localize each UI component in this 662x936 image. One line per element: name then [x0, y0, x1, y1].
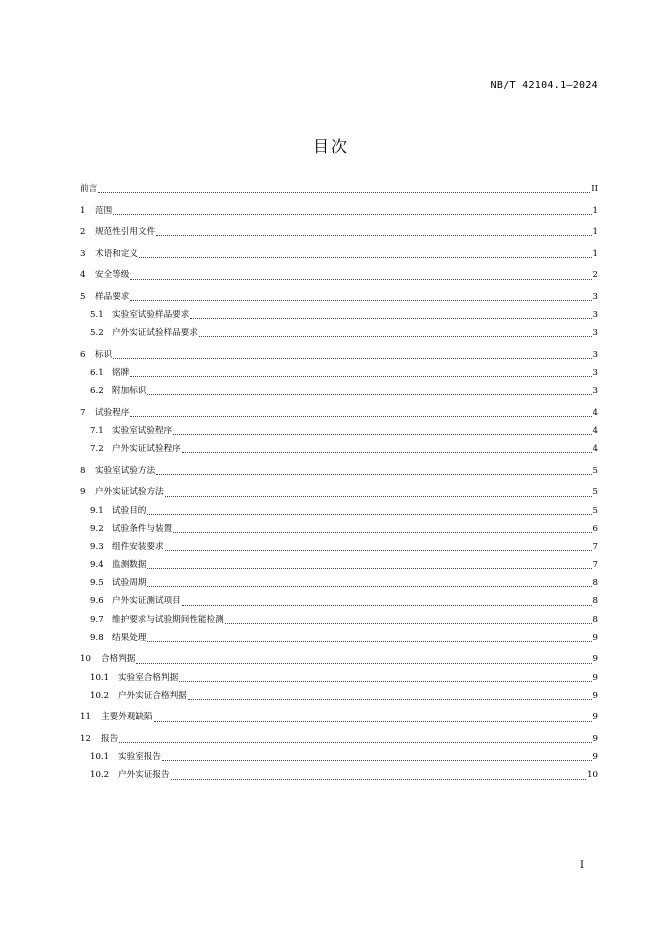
- toc-entry-number: 12: [80, 733, 91, 744]
- toc-entry-page: 8: [592, 578, 598, 589]
- toc-leader-dots: [136, 655, 591, 664]
- toc-leader-dots: [165, 488, 592, 497]
- toc-entry-label: 监测数据: [112, 560, 147, 571]
- toc-entry-page: 5: [592, 505, 598, 516]
- toc-entry-page: 4: [592, 425, 598, 436]
- toc-entry-number: 10.2: [90, 690, 110, 701]
- toc-leader-dots: [130, 408, 591, 417]
- toc-entry-number: 9.3: [90, 541, 104, 552]
- toc-leader-dots: [147, 506, 591, 515]
- toc-entry-number: 6: [80, 349, 86, 360]
- toc-leader-dots: [173, 524, 591, 533]
- toc-entry[interactable]: [80, 324, 598, 342]
- toc-entry-label: 实验室报告: [118, 752, 161, 763]
- page-number: I: [580, 860, 584, 871]
- toc-entry-page: 1: [592, 227, 598, 238]
- toc-entry-page: 1: [592, 248, 598, 259]
- toc-entry-label: 维护要求与试验期间性能检测: [112, 614, 224, 625]
- toc-entry-page: 4: [592, 407, 598, 418]
- toc-entry-page: 2: [592, 270, 598, 281]
- toc-entry-label: 实验室试验方法: [95, 465, 156, 476]
- toc-entry-page: 9: [592, 690, 598, 701]
- toc-entry-label: 附加标识: [112, 386, 147, 397]
- toc-entry-label: 试验目的: [112, 505, 147, 516]
- toc-leader-dots: [188, 691, 592, 700]
- toc-leader-dots: [147, 633, 591, 642]
- toc-entry-number: 11: [80, 712, 91, 723]
- toc-entry-number: 9.1: [90, 505, 104, 516]
- toc-entry-label: 铭牌: [112, 368, 130, 379]
- toc-entry[interactable]: [80, 306, 598, 324]
- toc-entry-page: 3: [592, 310, 598, 321]
- table-of-contents: [80, 180, 598, 785]
- toc-entry-label: 试验条件与装置: [112, 523, 173, 534]
- toc-entry-label: 实验室试验程序: [112, 425, 173, 436]
- toc-entry-page: 10: [587, 770, 598, 781]
- toc-entry[interactable]: [80, 266, 598, 284]
- toc-entry-label: 术语和定义: [95, 248, 138, 259]
- toc-entry-label: 组件安装要求: [112, 541, 164, 552]
- toc-entry-number: 9.4: [90, 560, 104, 571]
- toc-entry[interactable]: [80, 766, 598, 784]
- toc-leader-dots: [113, 350, 591, 359]
- toc-leader-dots: [162, 752, 592, 761]
- toc-entry[interactable]: [80, 748, 598, 766]
- toc-entry-number: 5.2: [90, 328, 104, 339]
- toc-entry-label: 户外实证试验方法: [95, 487, 164, 498]
- toc-entry-page: 3: [592, 368, 598, 379]
- toc-entry-page: 3: [592, 349, 598, 360]
- toc-entry[interactable]: [80, 202, 598, 220]
- toc-entry-page: 9: [592, 752, 598, 763]
- toc-leader-dots: [147, 386, 591, 395]
- toc-entry-number: 10: [80, 654, 91, 665]
- toc-entry-page: 6: [592, 523, 598, 534]
- toc-entry[interactable]: [80, 520, 598, 538]
- standard-code: NB/T 42104.1—2024: [490, 80, 598, 91]
- toc-entry-number: 9.6: [90, 596, 104, 607]
- toc-entry-label: 范围: [95, 205, 113, 216]
- toc-leader-dots: [119, 734, 591, 743]
- toc-entry-page: 1: [592, 205, 598, 216]
- toc-entry[interactable]: [80, 462, 598, 480]
- toc-entry[interactable]: [80, 556, 598, 574]
- toc-entry-label: 前言: [80, 184, 98, 194]
- toc-entry-number: 1: [80, 205, 86, 216]
- toc-entry-number: 5.1: [90, 310, 104, 321]
- toc-leader-dots: [147, 560, 591, 569]
- toc-entry[interactable]: [80, 422, 598, 440]
- toc-entry[interactable]: [80, 502, 598, 520]
- toc-entry-label: 报告: [101, 733, 119, 744]
- toc-entry-number: 9.8: [90, 632, 104, 643]
- toc-leader-dots: [139, 249, 592, 258]
- toc-entry-number: 7: [80, 407, 86, 418]
- toc-entry-number: 10.1: [90, 752, 110, 763]
- toc-entry-page: 4: [592, 444, 598, 455]
- toc-entry[interactable]: [80, 592, 598, 610]
- toc-entry[interactable]: [80, 346, 598, 364]
- toc-leader-dots: [179, 673, 591, 682]
- toc-leader-dots: [199, 328, 592, 337]
- toc-entry-label: 样品要求: [95, 291, 130, 302]
- toc-leader-dots: [225, 615, 592, 624]
- page-title: 目次: [312, 137, 349, 156]
- toc-entry-page: 7: [592, 541, 598, 552]
- toc-entry-number: 9: [80, 487, 86, 498]
- toc-entry-label: 户外实证报告: [118, 770, 170, 781]
- toc-entry-page: 7: [592, 560, 598, 571]
- toc-entry-page: 3: [592, 328, 598, 339]
- toc-entry-page: 9: [592, 712, 598, 723]
- toc-entry-label: 户外实证试验样品要求: [112, 328, 198, 339]
- toc-leader-dots: [154, 713, 592, 722]
- toc-entry[interactable]: [80, 245, 598, 263]
- toc-entry-label: 户外实证合格判据: [118, 690, 187, 701]
- toc-entry[interactable]: [80, 538, 598, 556]
- toc-entry[interactable]: [80, 483, 598, 501]
- toc-entry[interactable]: [80, 650, 598, 668]
- toc-entry[interactable]: [80, 288, 598, 306]
- toc-entry-label: 结果处理: [112, 632, 147, 643]
- toc-entry[interactable]: [80, 730, 598, 748]
- toc-entry-label: 实验室试验样品要求: [112, 310, 190, 321]
- toc-leader-dots: [130, 368, 591, 377]
- toc-entry[interactable]: [80, 611, 598, 629]
- toc-entry-number: 7.1: [90, 425, 104, 436]
- toc-entry[interactable]: [80, 687, 598, 705]
- toc-leader-dots: [147, 578, 591, 587]
- toc-entry-label: 户外实证试验程序: [112, 444, 181, 455]
- toc-leader-dots: [182, 597, 592, 606]
- toc-leader-dots: [156, 466, 591, 475]
- toc-entry-number: 9.7: [90, 614, 104, 625]
- toc-entry-number: 2: [80, 227, 86, 238]
- toc-entry-number: 6.1: [90, 368, 104, 379]
- toc-entry[interactable]: [80, 382, 598, 400]
- toc-leader-dots: [98, 184, 590, 193]
- toc-entry[interactable]: [80, 440, 598, 458]
- toc-entry-label: 试验周期: [112, 578, 147, 589]
- toc-entry-number: 9.5: [90, 578, 104, 589]
- toc-leader-dots: [190, 310, 591, 319]
- toc-entry-number: 5: [80, 291, 86, 302]
- toc-entry-page: 8: [592, 614, 598, 625]
- toc-leader-dots: [173, 426, 591, 435]
- toc-entry[interactable]: [80, 629, 598, 647]
- toc-entry-label: 安全等级: [95, 270, 130, 281]
- toc-entry-label: 标识: [95, 349, 113, 360]
- toc-entry-number: 9.2: [90, 523, 104, 534]
- toc-entry-page: 3: [592, 291, 598, 302]
- toc-entry-number: 8: [80, 465, 86, 476]
- toc-entry-number: 6.2: [90, 386, 104, 397]
- toc-entry[interactable]: [80, 223, 598, 241]
- toc-entry-page: 8: [592, 596, 598, 607]
- toc-leader-dots: [113, 206, 591, 215]
- toc-entry[interactable]: [80, 364, 598, 382]
- toc-entry-label: 试验程序: [95, 407, 130, 418]
- toc-entry-number: 7.2: [90, 444, 104, 455]
- toc-entry-label: 规范性引用文件: [95, 227, 156, 238]
- toc-entry[interactable]: [80, 669, 598, 687]
- toc-entry-page: 3: [592, 386, 598, 397]
- toc-entry-number: 4: [80, 270, 86, 281]
- toc-entry[interactable]: [80, 180, 598, 198]
- toc-entry-page: II: [591, 184, 598, 194]
- toc-entry-label: 户外实证测试项目: [112, 596, 181, 607]
- toc-leader-dots: [130, 292, 591, 301]
- toc-entry-label: 实验室合格判据: [118, 672, 179, 683]
- toc-entry-label: 主要外观缺陷: [101, 712, 153, 723]
- toc-entry[interactable]: [80, 574, 598, 592]
- toc-entry-number: 10.2: [90, 770, 110, 781]
- toc-leader-dots: [165, 542, 592, 551]
- toc-entry[interactable]: [80, 404, 598, 422]
- toc-entry-page: 5: [592, 487, 598, 498]
- toc-entry-page: 9: [592, 672, 598, 683]
- toc-entry-page: 9: [592, 654, 598, 665]
- toc-entry-label: 合格判据: [101, 654, 136, 665]
- toc-entry-number: 3: [80, 248, 86, 259]
- toc-leader-dots: [171, 771, 586, 780]
- toc-entry-number: 10.1: [90, 672, 110, 683]
- toc-leader-dots: [182, 444, 592, 453]
- toc-entry-page: 9: [592, 733, 598, 744]
- toc-entry-page: 9: [592, 632, 598, 643]
- toc-entry-page: 5: [592, 465, 598, 476]
- toc-leader-dots: [130, 271, 591, 280]
- toc-leader-dots: [156, 227, 591, 236]
- toc-entry[interactable]: [80, 708, 598, 726]
